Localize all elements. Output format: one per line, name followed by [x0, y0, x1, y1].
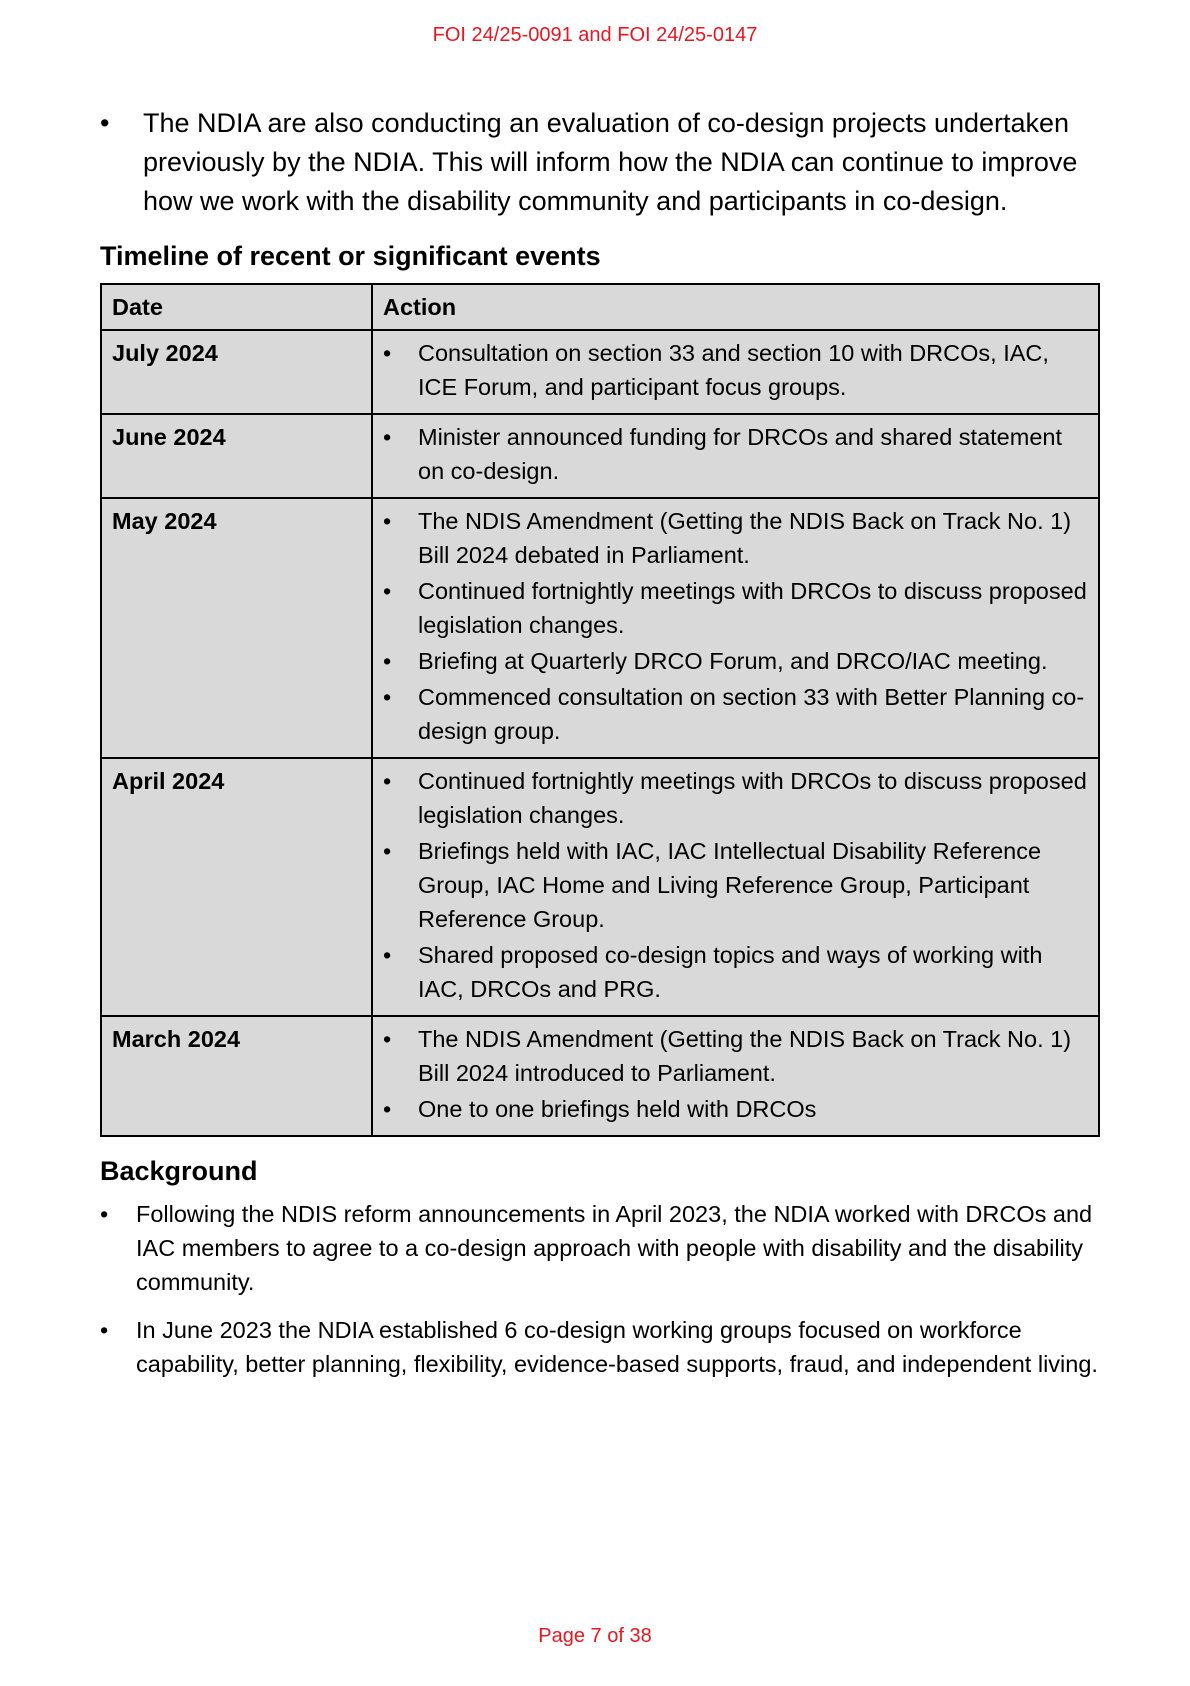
action-cell	[372, 330, 1099, 414]
action-item	[383, 644, 1088, 678]
bullet-icon: •	[100, 1317, 109, 1343]
action-text: The NDIS Amendment (Getting the NDIS Back on Track No. 1) Bill 2024 introduced to Parliament.	[418, 1026, 1072, 1086]
page-number-footer: Page 7 of 38	[538, 1625, 652, 1647]
bullet-icon: •	[100, 1201, 109, 1227]
bullet-icon: •	[383, 942, 392, 968]
document-reference-header: FOI 24/25-0091 and FOI 24/25-0147	[432, 24, 758, 46]
bullet-icon: •	[100, 108, 110, 138]
date-cell: March 2024	[101, 1016, 372, 1136]
intro-bullet-list	[100, 104, 1100, 221]
action-text: Commenced consultation on section 33 with Better Planning co-design group.	[418, 684, 1085, 744]
action-list	[383, 764, 1088, 1006]
date-column-header: Date	[101, 284, 372, 330]
action-list	[383, 1022, 1088, 1126]
bullet-icon: •	[383, 838, 392, 864]
intro-bullet-text: The NDIA are also conducting an evaluation of co-design projects undertaken previously by the NDIA. This will inform how the NDIA can continue to improve how we work with the disability community and participants in co-design.	[143, 108, 1078, 216]
action-cell	[372, 414, 1099, 498]
date-cell: May 2024	[101, 498, 372, 758]
timeline-header-row	[101, 284, 1099, 330]
bullet-icon: •	[383, 424, 392, 450]
action-item	[383, 680, 1088, 748]
background-bullet-list	[100, 1197, 1100, 1381]
bullet-icon: •	[383, 648, 392, 674]
action-list	[383, 420, 1088, 488]
bullet-icon: •	[383, 508, 392, 534]
action-text: One to one briefings held with DRCOs	[418, 1096, 817, 1122]
bullet-icon: •	[383, 1096, 392, 1122]
action-cell	[372, 498, 1099, 758]
bullet-icon: •	[383, 768, 392, 794]
timeline-heading: Timeline of recent or significant events	[100, 241, 601, 271]
action-cell	[372, 758, 1099, 1016]
background-bullet-item	[100, 1313, 1100, 1381]
background-heading: Background	[100, 1156, 258, 1186]
bullet-icon: •	[383, 578, 392, 604]
action-cell	[372, 1016, 1099, 1136]
timeline-table	[100, 283, 1100, 1137]
table-row	[101, 330, 1099, 414]
background-bullet-text: Following the NDIS reform announcements in April 2023, the NDIA worked with DRCOs and IAC members to agree to a co-design approach with people with disability and the disability community.	[136, 1201, 1093, 1295]
date-cell: April 2024	[101, 758, 372, 1016]
action-item	[383, 420, 1088, 488]
action-item	[383, 1092, 1088, 1126]
page-content	[100, 104, 1100, 1381]
action-list	[383, 336, 1088, 404]
action-item	[383, 834, 1088, 936]
table-row	[101, 498, 1099, 758]
bullet-icon: •	[383, 1026, 392, 1052]
action-item	[383, 574, 1088, 642]
action-text: Briefing at Quarterly DRCO Forum, and DRCO/IAC meeting.	[418, 648, 1048, 674]
action-text: Consultation on section 33 and section 10 with DRCOs, IAC, ICE Forum, and participant focus groups.	[418, 340, 1049, 400]
action-item	[383, 764, 1088, 832]
action-item	[383, 504, 1088, 572]
bullet-icon: •	[383, 684, 392, 710]
action-text: Minister announced funding for DRCOs and shared statement on co-design.	[418, 424, 1062, 484]
action-text: Continued fortnightly meetings with DRCOs to discuss proposed legislation changes.	[418, 768, 1087, 828]
date-cell: July 2024	[101, 330, 372, 414]
action-text: Briefings held with IAC, IAC Intellectual Disability Reference Group, IAC Home and Living Reference Group, Participant Reference Group.	[418, 838, 1042, 932]
action-text: Shared proposed co-design topics and ways of working with IAC, DRCOs and PRG.	[418, 942, 1043, 1002]
intro-bullet-item	[100, 104, 1100, 221]
table-row	[101, 758, 1099, 1016]
table-row	[101, 1016, 1099, 1136]
action-item	[383, 938, 1088, 1006]
action-list	[383, 504, 1088, 748]
action-item	[383, 336, 1088, 404]
date-cell: June 2024	[101, 414, 372, 498]
background-bullet-text: In June 2023 the NDIA established 6 co-design working groups focused on workforce capability, better planning, flexibility, evidence-based supports, fraud, and independent living.	[136, 1317, 1098, 1377]
action-text: Continued fortnightly meetings with DRCOs to discuss proposed legislation changes.	[418, 578, 1087, 638]
bullet-icon: •	[383, 340, 392, 366]
background-bullet-item	[100, 1197, 1100, 1299]
table-row	[101, 414, 1099, 498]
action-text: The NDIS Amendment (Getting the NDIS Back on Track No. 1) Bill 2024 debated in Parliament.	[418, 508, 1072, 568]
action-column-header: Action	[372, 284, 1099, 330]
action-item	[383, 1022, 1088, 1090]
